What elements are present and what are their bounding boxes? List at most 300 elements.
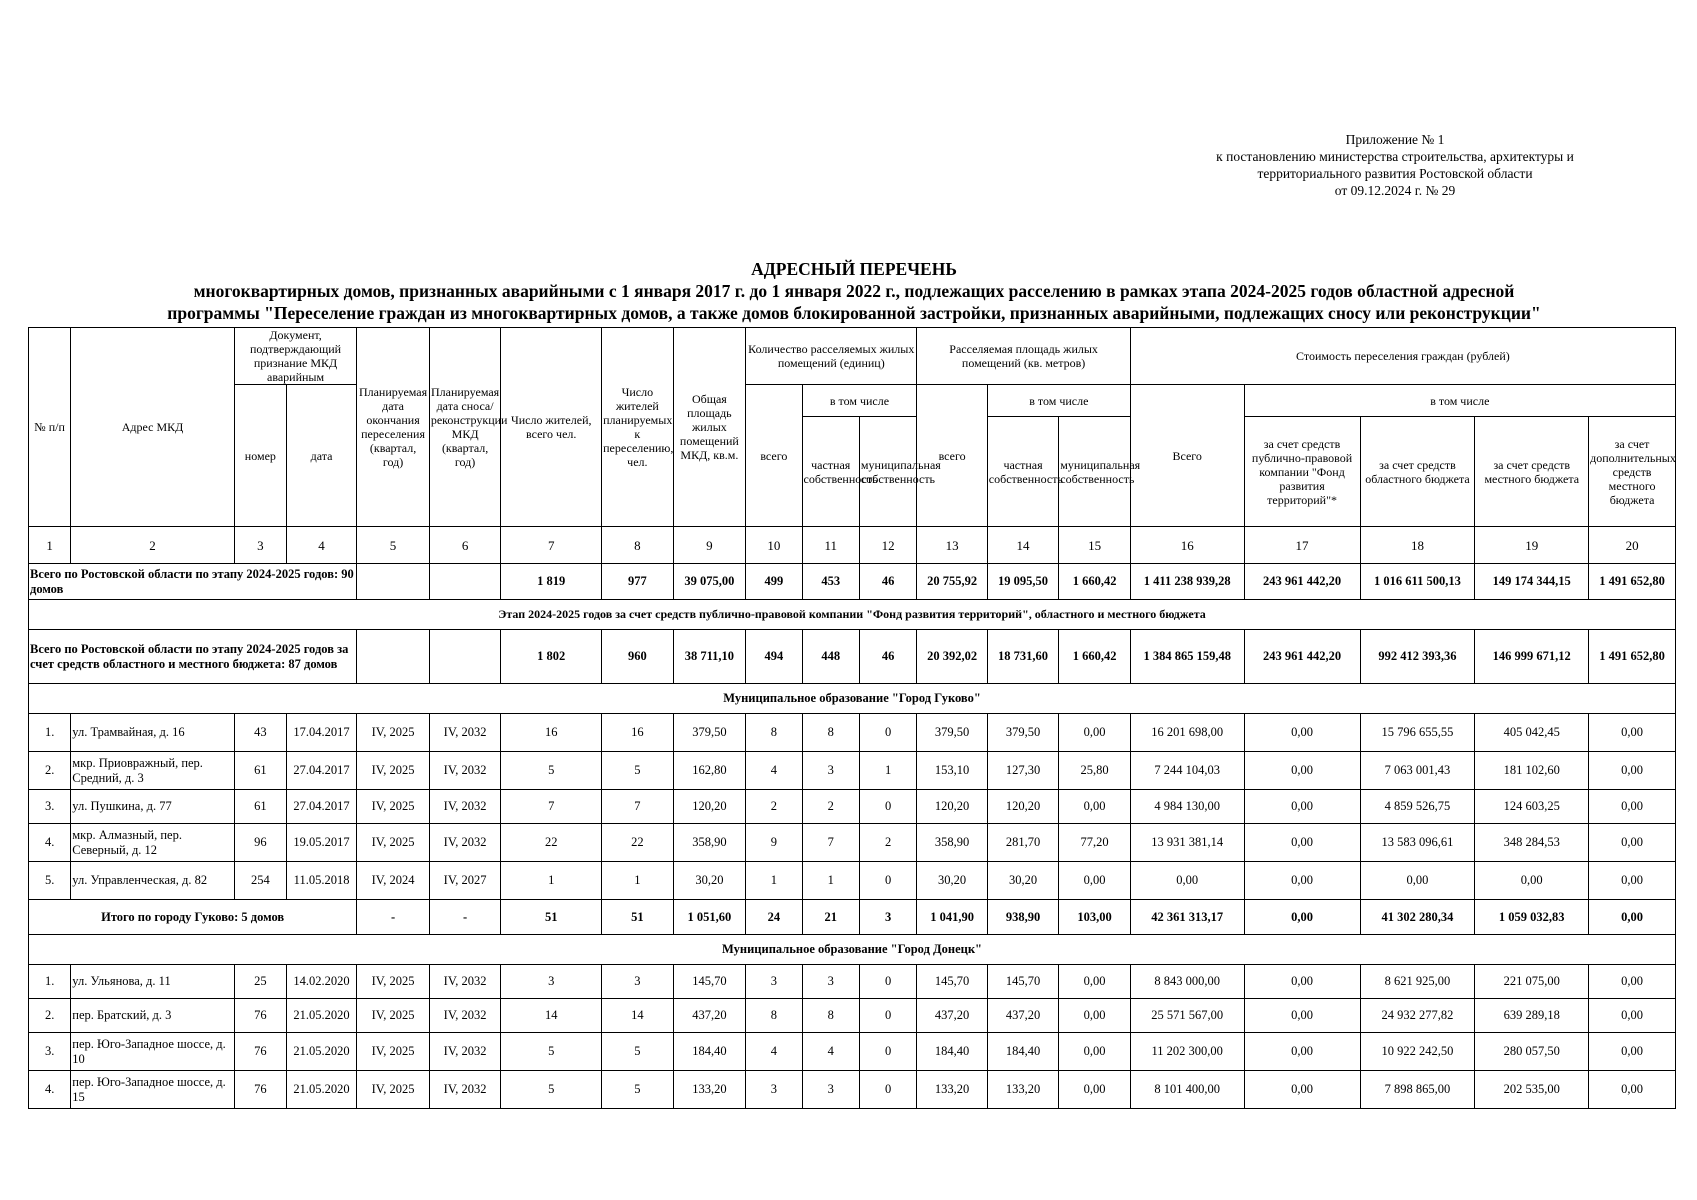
table-cell: 21.05.2020 xyxy=(286,999,356,1033)
header-units: Количество расселяемых жилых помещений (единиц) xyxy=(746,328,917,385)
table-cell: 14.02.2020 xyxy=(286,965,356,999)
table-cell: 0 xyxy=(859,965,916,999)
table-cell: IV, 2025 xyxy=(357,752,430,790)
table-cell: 3. xyxy=(29,790,71,824)
header-cost-fund: за счет средств публично-правовой компании "Фонд развития территорий"* xyxy=(1244,417,1360,527)
header-cost-regional: за счет средств областного бюджета xyxy=(1360,417,1475,527)
table-body xyxy=(29,527,1676,1109)
table-cell: 27.04.2017 xyxy=(286,790,356,824)
table-cell: 7 244 104,03 xyxy=(1130,752,1244,790)
table-cell: 24 932 277,82 xyxy=(1360,999,1475,1033)
table-cell: 153,10 xyxy=(917,752,987,790)
municipality-title: Муниципальное образование "Город Гуково" xyxy=(29,684,1676,714)
table-cell: 14 xyxy=(602,999,674,1033)
municipality-total-value: 24 xyxy=(746,900,802,935)
table-cell: 0,00 xyxy=(1244,1071,1360,1109)
table-cell: 0,00 xyxy=(1475,862,1589,900)
table-cell: 16 xyxy=(501,714,602,752)
municipality-title: Муниципальное образование "Город Донецк" xyxy=(29,935,1676,965)
table-cell: 8 xyxy=(746,999,802,1033)
summary-value: 149 174 344,15 xyxy=(1475,564,1589,600)
table-cell: 145,70 xyxy=(987,965,1059,999)
table-cell: IV, 2025 xyxy=(357,714,430,752)
header-cost-extra: за счет дополнительных средств местного бюджета xyxy=(1589,417,1676,527)
table-cell: 162,80 xyxy=(673,752,746,790)
table-cell: IV, 2032 xyxy=(429,714,501,752)
header-residents: Число жителей, всего чел. xyxy=(501,328,602,527)
table-cell: 4. xyxy=(29,1071,71,1109)
gukovo-title-row xyxy=(29,684,1676,714)
table-cell: 0,00 xyxy=(1589,790,1676,824)
table-cell: 3 xyxy=(802,965,859,999)
table-cell: 0,00 xyxy=(1589,1033,1676,1071)
table-cell: 120,20 xyxy=(673,790,746,824)
summary-value: 992 412 393,36 xyxy=(1360,630,1475,684)
table-cell: 15 796 655,55 xyxy=(1360,714,1475,752)
appendix-line-1: Приложение № 1 xyxy=(1345,132,1445,147)
table-cell: 5. xyxy=(29,862,71,900)
table-cell: 2. xyxy=(29,999,71,1033)
table-cell: 358,90 xyxy=(917,824,987,862)
table-cell: 5 xyxy=(501,1033,602,1071)
municipality-total-value: 1 059 032,83 xyxy=(1475,900,1589,935)
column-number: 9 xyxy=(673,527,746,564)
municipality-total-value: 1 041,90 xyxy=(917,900,987,935)
table-cell: ул. Пушкина, д. 77 xyxy=(71,790,235,824)
summary-value: 1 491 652,80 xyxy=(1589,564,1676,600)
summary-value: 960 xyxy=(602,630,674,684)
table-cell: 0,00 xyxy=(1059,999,1131,1033)
column-number: 1 xyxy=(29,527,71,564)
table-cell: 437,20 xyxy=(917,999,987,1033)
table-cell: 0,00 xyxy=(1059,790,1131,824)
header-area-private: частная собственность xyxy=(987,417,1059,527)
table-cell: IV, 2025 xyxy=(357,999,430,1033)
header-address: Адрес МКД xyxy=(71,328,235,527)
table-cell: 3. xyxy=(29,1033,71,1071)
table-cell: 0 xyxy=(859,1071,916,1109)
summary-value: 1 411 238 939,28 xyxy=(1130,564,1244,600)
column-number: 16 xyxy=(1130,527,1244,564)
empty-cell xyxy=(357,630,430,684)
table-row xyxy=(29,752,1676,790)
table-cell: 5 xyxy=(501,1071,602,1109)
table-cell: 3 xyxy=(602,965,674,999)
summary-value: 46 xyxy=(859,564,916,600)
table-cell: 3 xyxy=(802,752,859,790)
table-cell: 0,00 xyxy=(1589,1071,1676,1109)
table-cell: мкр. Приовражный, пер. Средний, д. 3 xyxy=(71,752,235,790)
table-cell: 21.05.2020 xyxy=(286,1033,356,1071)
municipality-total-value: 0,00 xyxy=(1589,900,1676,935)
table-cell: 14 xyxy=(501,999,602,1033)
table-cell: 437,20 xyxy=(673,999,746,1033)
table-row xyxy=(29,790,1676,824)
table-cell: 0,00 xyxy=(1059,1033,1131,1071)
table-row xyxy=(29,824,1676,862)
table-cell: 96 xyxy=(234,824,286,862)
column-number: 15 xyxy=(1059,527,1131,564)
summary-value: 977 xyxy=(602,564,674,600)
table-cell: 7 063 001,43 xyxy=(1360,752,1475,790)
table-cell: 124 603,25 xyxy=(1475,790,1589,824)
column-number: 3 xyxy=(234,527,286,564)
table-cell: 8 xyxy=(746,714,802,752)
column-number: 6 xyxy=(429,527,501,564)
summary_stage-row xyxy=(29,630,1676,684)
table-cell: 0,00 xyxy=(1244,862,1360,900)
column-number: 2 xyxy=(71,527,235,564)
table-cell: 3 xyxy=(746,1071,802,1109)
header-cost: Стоимость переселения граждан (рублей) xyxy=(1130,328,1675,385)
municipality-total-value: 938,90 xyxy=(987,900,1059,935)
header-units-private: частная собственность xyxy=(802,417,859,527)
table-cell: 0 xyxy=(859,862,916,900)
summary-value: 448 xyxy=(802,630,859,684)
table-cell: IV, 2025 xyxy=(357,1033,430,1071)
table-cell: 0,00 xyxy=(1360,862,1475,900)
table-cell: 4 xyxy=(802,1033,859,1071)
summary-value: 1 384 865 159,48 xyxy=(1130,630,1244,684)
table-cell: пер. Юго-Западное шоссе, д. 10 xyxy=(71,1033,235,1071)
table-cell: 437,20 xyxy=(987,999,1059,1033)
column-number: 17 xyxy=(1244,527,1360,564)
municipality-total-value: - xyxy=(357,900,430,935)
header-units-total: всего xyxy=(746,385,802,527)
table-cell: 7 xyxy=(501,790,602,824)
table-cell: 639 289,18 xyxy=(1475,999,1589,1033)
table-cell: ул. Управленческая, д. 82 xyxy=(71,862,235,900)
appendix-line-2: к постановлению министерства строительства, архитектуры и xyxy=(1216,149,1574,164)
table-cell: 19.05.2017 xyxy=(286,824,356,862)
header-doc-number: номер xyxy=(234,385,286,527)
table-cell: 5 xyxy=(602,1033,674,1071)
column-number: 10 xyxy=(746,527,802,564)
table-cell: 11.05.2018 xyxy=(286,862,356,900)
table-cell: 0,00 xyxy=(1244,1033,1360,1071)
municipality-total-label: Итого по городу Гуково: 5 домов xyxy=(29,900,357,935)
table-cell: 0,00 xyxy=(1244,824,1360,862)
table-cell: 0,00 xyxy=(1244,714,1360,752)
table-cell: IV, 2032 xyxy=(429,1033,501,1071)
title-sub-2: программы "Переселение граждан из многоквартирных домов, а также домов блокированной застройки, признанных аварийными, подлежащих сносу или реконструкции" xyxy=(167,303,1541,323)
table-cell: 254 xyxy=(234,862,286,900)
header-doc-date: дата xyxy=(286,385,356,527)
table-cell: 0,00 xyxy=(1589,824,1676,862)
table-cell: 76 xyxy=(234,1071,286,1109)
municipality-total-value: 0,00 xyxy=(1244,900,1360,935)
table-cell: 0,00 xyxy=(1130,862,1244,900)
table-cell: пер. Братский, д. 3 xyxy=(71,999,235,1033)
table-cell: IV, 2032 xyxy=(429,965,501,999)
header-units-municipal: муниципальная собственность xyxy=(859,417,916,527)
donetsk-title-row xyxy=(29,935,1676,965)
table-cell: 4 xyxy=(746,1033,802,1071)
table-cell: 145,70 xyxy=(917,965,987,999)
table-cell: 0,00 xyxy=(1244,999,1360,1033)
table-cell: мкр. Алмазный, пер. Северный, д. 12 xyxy=(71,824,235,862)
table-cell: 2. xyxy=(29,752,71,790)
table-cell: 21.05.2020 xyxy=(286,1071,356,1109)
table-cell: 2 xyxy=(746,790,802,824)
table-cell: 22 xyxy=(602,824,674,862)
table-cell: 8 843 000,00 xyxy=(1130,965,1244,999)
table-cell: 1 xyxy=(859,752,916,790)
header-document: Документ, подтверждающий признание МКД аварийным xyxy=(234,328,356,385)
municipality-total-value: 51 xyxy=(501,900,602,935)
table-cell: 3 xyxy=(746,965,802,999)
summary-value: 20 392,02 xyxy=(917,630,987,684)
document-title xyxy=(28,258,1680,324)
table-row xyxy=(29,999,1676,1033)
table-cell: 16 201 698,00 xyxy=(1130,714,1244,752)
summary-value: 453 xyxy=(802,564,859,600)
table-cell: 1 xyxy=(501,862,602,900)
column-number: 4 xyxy=(286,527,356,564)
header-units-incl: в том числе xyxy=(802,385,917,417)
column-number: 5 xyxy=(357,527,430,564)
summary-value: 20 755,92 xyxy=(917,564,987,600)
table-cell: 30,20 xyxy=(917,862,987,900)
table-cell: 76 xyxy=(234,1033,286,1071)
table-cell: 61 xyxy=(234,752,286,790)
table-cell: 25 xyxy=(234,965,286,999)
table-cell: 0,00 xyxy=(1589,862,1676,900)
municipality-total-value: 41 302 280,34 xyxy=(1360,900,1475,935)
table-cell: 25 571 567,00 xyxy=(1130,999,1244,1033)
table-cell: 2 xyxy=(802,790,859,824)
column-numbers-row xyxy=(29,527,1676,564)
column-number: 12 xyxy=(859,527,916,564)
table-cell: 11 202 300,00 xyxy=(1130,1033,1244,1071)
table-cell: 4. xyxy=(29,824,71,862)
table-cell: 280 057,50 xyxy=(1475,1033,1589,1071)
table-cell: IV, 2024 xyxy=(357,862,430,900)
table-cell: IV, 2032 xyxy=(429,824,501,862)
municipality-total-value: 103,00 xyxy=(1059,900,1131,935)
appendix-block xyxy=(1170,131,1620,199)
table-cell: ул. Ульянова, д. 11 xyxy=(71,965,235,999)
table-cell: 30,20 xyxy=(673,862,746,900)
table-row xyxy=(29,714,1676,752)
table-cell: 133,20 xyxy=(673,1071,746,1109)
column-number: 13 xyxy=(917,527,987,564)
table-cell: 13 583 096,61 xyxy=(1360,824,1475,862)
table-cell: 7 xyxy=(802,824,859,862)
table-cell: IV, 2025 xyxy=(357,824,430,862)
column-number: 18 xyxy=(1360,527,1475,564)
stage-row xyxy=(29,600,1676,630)
empty-cell xyxy=(429,564,501,600)
table-cell: 8 101 400,00 xyxy=(1130,1071,1244,1109)
table-cell: 0,00 xyxy=(1059,862,1131,900)
table-header xyxy=(29,328,1676,527)
header-cost-local: за счет средств местного бюджета xyxy=(1475,417,1589,527)
table-row xyxy=(29,1033,1676,1071)
appendix-line-4: от 09.12.2024 г. № 29 xyxy=(1334,183,1456,198)
table-cell: IV, 2025 xyxy=(357,790,430,824)
summary-value: 499 xyxy=(746,564,802,600)
table-cell: 8 621 925,00 xyxy=(1360,965,1475,999)
table-cell: 1 xyxy=(802,862,859,900)
table-cell: 8 xyxy=(802,714,859,752)
table-row xyxy=(29,1071,1676,1109)
table-cell: 181 102,60 xyxy=(1475,752,1589,790)
table-cell: 1. xyxy=(29,965,71,999)
table-cell: 76 xyxy=(234,999,286,1033)
header-area: Расселяемая площадь жилых помещений (кв. метров) xyxy=(917,328,1130,385)
column-number: 7 xyxy=(501,527,602,564)
table-cell: 8 xyxy=(802,999,859,1033)
table-cell: 3 xyxy=(501,965,602,999)
table-cell: IV, 2027 xyxy=(429,862,501,900)
empty-cell xyxy=(429,630,501,684)
table-cell: 5 xyxy=(602,752,674,790)
table-cell: 4 859 526,75 xyxy=(1360,790,1475,824)
header-area-municipal: муниципальная собственность xyxy=(1059,417,1131,527)
title-sub-1: многоквартирных домов, признанных аварийными с 1 января 2017 г. до 1 января 2022 г., подлежащих расселению в рамках этапа 2024-2025 годов областной адресной xyxy=(193,281,1515,301)
table-cell: 0,00 xyxy=(1244,965,1360,999)
summary-value: 1 660,42 xyxy=(1059,564,1131,600)
summary-value: 39 075,00 xyxy=(673,564,746,600)
table-cell: 0 xyxy=(859,790,916,824)
header-cost-incl: в том числе xyxy=(1244,385,1675,417)
table-cell: 61 xyxy=(234,790,286,824)
table-cell: 133,20 xyxy=(987,1071,1059,1109)
title-main: АДРЕСНЫЙ ПЕРЕЧЕНЬ xyxy=(751,259,957,279)
table-cell: 5 xyxy=(602,1071,674,1109)
summary-value: 1 819 xyxy=(501,564,602,600)
summary-label: Всего по Ростовской области по этапу 2024-2025 годов: 90 домов xyxy=(29,564,357,600)
table-cell: 348 284,53 xyxy=(1475,824,1589,862)
table-cell: 9 xyxy=(746,824,802,862)
header-total-area: Общая площадь жилых помещений МКД, кв.м. xyxy=(673,328,746,527)
table-cell: IV, 2025 xyxy=(357,1071,430,1109)
table-cell: 0,00 xyxy=(1589,752,1676,790)
header-area-incl: в том числе xyxy=(987,385,1130,417)
table-cell: пер. Юго-Западное шоссе, д. 15 xyxy=(71,1071,235,1109)
table-cell: 27.04.2017 xyxy=(286,752,356,790)
summary-label: Всего по Ростовской области по этапу 2024-2025 годов за счет средств областного и местного бюджета: 87 домов xyxy=(29,630,357,684)
summary-value: 46 xyxy=(859,630,916,684)
table-cell: 4 984 130,00 xyxy=(1130,790,1244,824)
table-cell: 281,70 xyxy=(987,824,1059,862)
table-cell: 358,90 xyxy=(673,824,746,862)
table-cell: 120,20 xyxy=(987,790,1059,824)
header-residents-planned: Число жителей планируемых к переселению, чел. xyxy=(602,328,674,527)
summary-value: 146 999 671,12 xyxy=(1475,630,1589,684)
summary-value: 1 491 652,80 xyxy=(1589,630,1676,684)
column-number: 8 xyxy=(602,527,674,564)
summary-value: 243 961 442,20 xyxy=(1244,564,1360,600)
table-cell: IV, 2032 xyxy=(429,752,501,790)
table-cell: 221 075,00 xyxy=(1475,965,1589,999)
table-cell: 379,50 xyxy=(987,714,1059,752)
table-cell: 16 xyxy=(602,714,674,752)
header-num: № п/п xyxy=(29,328,71,527)
table-cell: 0,00 xyxy=(1589,714,1676,752)
municipality-total-value: 51 xyxy=(602,900,674,935)
column-number: 20 xyxy=(1589,527,1676,564)
table-cell: 0,00 xyxy=(1059,965,1131,999)
summary-value: 19 095,50 xyxy=(987,564,1059,600)
header-cost-total: Всего xyxy=(1130,385,1244,527)
table-cell: 13 931 381,14 xyxy=(1130,824,1244,862)
table-cell: 43 xyxy=(234,714,286,752)
table-cell: 10 922 242,50 xyxy=(1360,1033,1475,1071)
table-cell: 145,70 xyxy=(673,965,746,999)
table-cell: 25,80 xyxy=(1059,752,1131,790)
table-cell: 184,40 xyxy=(917,1033,987,1071)
table-cell: 0 xyxy=(859,714,916,752)
table-cell: 2 xyxy=(859,824,916,862)
table-cell: 7 898 865,00 xyxy=(1360,1071,1475,1109)
table-cell: 4 xyxy=(746,752,802,790)
header-plan-demolition: Планируемая дата сноса/реконструкции МКД (квартал, год) xyxy=(429,328,501,527)
table-cell: 379,50 xyxy=(917,714,987,752)
table-cell: 379,50 xyxy=(673,714,746,752)
municipality-total-value: 21 xyxy=(802,900,859,935)
column-number: 11 xyxy=(802,527,859,564)
table-cell: 0,00 xyxy=(1589,999,1676,1033)
gukovo-total-row xyxy=(29,900,1676,935)
summary-value: 1 802 xyxy=(501,630,602,684)
table-cell: 17.04.2017 xyxy=(286,714,356,752)
summary-value: 494 xyxy=(746,630,802,684)
table-cell: 405 042,45 xyxy=(1475,714,1589,752)
municipality-total-value: 1 051,60 xyxy=(673,900,746,935)
municipality-total-value: - xyxy=(429,900,501,935)
table-cell: 184,40 xyxy=(987,1033,1059,1071)
table-cell: 133,20 xyxy=(917,1071,987,1109)
appendix-line-3: территориального развития Ростовской области xyxy=(1257,166,1533,181)
summary-value: 1 016 611 500,13 xyxy=(1360,564,1475,600)
table-cell: IV, 2032 xyxy=(429,790,501,824)
table-cell: IV, 2032 xyxy=(429,999,501,1033)
table-cell: 202 535,00 xyxy=(1475,1071,1589,1109)
table-cell: 3 xyxy=(802,1071,859,1109)
table-row xyxy=(29,965,1676,999)
table-cell: IV, 2032 xyxy=(429,1071,501,1109)
table-row xyxy=(29,862,1676,900)
table-cell: 0,00 xyxy=(1059,714,1131,752)
table-cell: 0,00 xyxy=(1244,752,1360,790)
summary-value: 18 731,60 xyxy=(987,630,1059,684)
table-cell: 7 xyxy=(602,790,674,824)
table-cell: 22 xyxy=(501,824,602,862)
table-cell: ул. Трамвайная, д. 16 xyxy=(71,714,235,752)
empty-cell xyxy=(357,564,430,600)
table-cell: 0,00 xyxy=(1589,965,1676,999)
stage-label: Этап 2024-2025 годов за счет средств публично-правовой компании "Фонд развития территорий", областного и местного бюджета xyxy=(29,600,1676,630)
municipality-total-value: 3 xyxy=(859,900,916,935)
table-cell: 77,20 xyxy=(1059,824,1131,862)
header-area-total: всего xyxy=(917,385,987,527)
summary-value: 1 660,42 xyxy=(1059,630,1131,684)
municipality-total-value: 42 361 313,17 xyxy=(1130,900,1244,935)
table-cell: 0,00 xyxy=(1244,790,1360,824)
table-cell: IV, 2025 xyxy=(357,965,430,999)
table-cell: 120,20 xyxy=(917,790,987,824)
column-number: 14 xyxy=(987,527,1059,564)
table-cell: 0 xyxy=(859,999,916,1033)
column-number: 19 xyxy=(1475,527,1589,564)
table-cell: 1. xyxy=(29,714,71,752)
summary-value: 38 711,10 xyxy=(673,630,746,684)
address-table xyxy=(28,327,1676,1109)
table-cell: 0 xyxy=(859,1033,916,1071)
summary-value: 243 961 442,20 xyxy=(1244,630,1360,684)
